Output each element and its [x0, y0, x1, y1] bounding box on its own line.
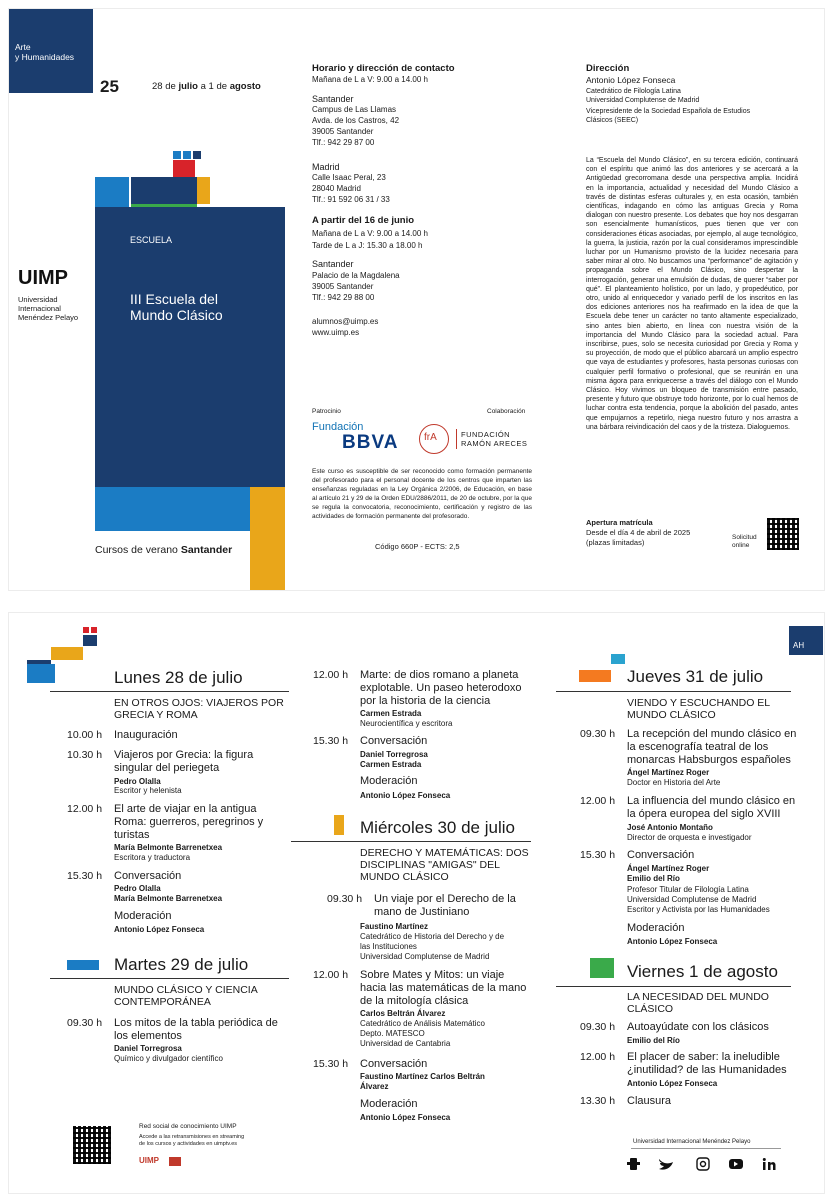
session-title: Autoayúdate con los clásicos [627, 1021, 769, 1033]
session-time: 09.30 h [327, 893, 363, 905]
day-heading-miercoles: Miércoles 30 de julio [360, 818, 515, 837]
session-time: 10.30 h [67, 749, 103, 761]
fra-name-line-1: FUNDACIÓN [461, 430, 511, 439]
deco-block [27, 664, 55, 683]
santander-address-line: Avda. de los Castros, 42 [312, 116, 400, 125]
speaker-role: Profesor Titular de Filología Latina [627, 885, 749, 894]
session-title: Inauguración [114, 729, 178, 741]
speaker-name: Antonio López Fonseca [627, 937, 718, 946]
speaker-name: Daniel Torregrosa [360, 750, 428, 759]
deco-block [250, 487, 285, 591]
deco-block [95, 177, 129, 207]
from-hours-line: Tarde de L a J: 15.30 a 18.00 h [312, 241, 423, 250]
fundacion-bbva-label: Fundación [312, 421, 364, 433]
qr-code-uimptv[interactable] [73, 1126, 111, 1164]
speaker-role: Químico y divulgador científico [114, 1054, 223, 1063]
uimp-name-line-3: Menéndez Pelayo [18, 313, 79, 322]
session-title: Moderación [360, 1098, 418, 1110]
day-rule [291, 841, 531, 842]
social-icons [627, 1157, 787, 1171]
course-title-block [95, 207, 285, 487]
session-title: Moderación [360, 775, 418, 787]
speaker-role: Universidad Complutense de Madrid [627, 895, 757, 904]
santander-phone: Tlf.: 942 29 87 00 [312, 138, 375, 147]
session-time: 12.00 h [313, 669, 349, 681]
session-title: Moderación [627, 922, 685, 934]
course-title-line-1: III Escuela del [130, 291, 218, 307]
session-title: Conversación [114, 870, 182, 882]
session-title: Un viaje por el Derecho de la mano de Justiniano [374, 893, 516, 918]
tv-icon [169, 1157, 181, 1166]
twitter-icon[interactable] [659, 1159, 673, 1170]
session-time: 12.00 h [580, 1051, 616, 1063]
santander2-address-line: 39005 Santander [312, 282, 374, 291]
fra-name-line-2: RAMÓN ARECES [461, 439, 528, 448]
session-title: La influencia del mundo clásico en la ópera europea del siglo XVIII [627, 795, 796, 820]
course-title-line-2: Mundo Clásico [130, 307, 223, 323]
day-theme-lunes: EN OTROS OJOS: VIAJEROS POR GRECIA Y ROMA [114, 697, 284, 721]
contact-heading: Horario y dirección de contacto [312, 63, 455, 74]
session-title: Viajeros por Grecia: la figura singular del periegeta [114, 749, 254, 774]
from-date-heading: A partir del 16 de junio [312, 215, 415, 226]
santander2-phone: Tlf.: 942 29 88 00 [312, 293, 375, 302]
cursos-verano: Cursos de verano Santander [95, 544, 233, 556]
speaker-name: Daniel Torregrosa [114, 1044, 182, 1053]
course-code: Código 660P - ECTS: 2,5 [375, 542, 460, 551]
speaker-role: Director de orquesta e investigador [627, 833, 752, 842]
session-time: 12.00 h [67, 803, 103, 815]
speaker-role: Depto. MATESCO [360, 1029, 425, 1038]
uimp-name-line-1: Universidad [18, 295, 58, 304]
santander-address-line: 39005 Santander [312, 127, 374, 136]
speaker-name: María Belmonte Barrenetxea [114, 843, 223, 852]
speaker-name: Antonio López Fonseca [360, 791, 451, 800]
legal-notice: Este curso es susceptible de ser reconocido como formación permanente del profesorado para el personal docente de los centros que imparten las enseñanzas reguladas en la Ley Orgánica 2/2006, de Educación, en base al artículo 21 y 29 de la Orden EDU/2886/2011, de 20 de octubre, por la que se regula la convocatoria, reconocimiento, certificación y registro de las actividades de formación permanente del profesorado. [312, 468, 532, 520]
speaker-role: Universidad Complutense de Madrid [360, 952, 490, 961]
course-description: La “Escuela del Mundo Clásico”, en su tercera edición, continuará con el espíritu que animó las dos anteriores y se acercará a la Antigüedad grecorromana desde una perspectiva amplia. Incidirá en la importancia, actualidad y necesidad del Mundo Clásico a través de distintas esferas culturales y, en esta ocasión, también científicas, indagando en cómo las antiguas Grecia y Roma dialogan con nuestro presente. Los debates que hoy nos desgarran son esencialmente humanísticos, pues tienen que ver con consideraciones éticas asociadas, por ejemplo, al auge tecnológico, la guerra, la justicia, razón por la cual consideramos imprescindible luchar por un Humanismo provisto de la lucidez necesaria para saber mirar al otro. No buscamos una “performance” de agitación y propaganda sobre el Mundo Clásico, sino despertar la interrogación, generar una emulsión de dudas, de querer “saber por qué”. El planteamiento holístico, por un lado, y propedéutico, por otro, unido al enriquecedor y variado perfil de los inscritos en las dos ediciones anteriores nos ha reafirmado en la idea de que la Escuela debe tener un carácter no tanto altamente especializado, sino antes bien abierto, en línea con nuestra visión de la importancia del Mundo Clásico para la sociedad actual. Para inscribirse, pues, solo se necesita curiosidad por Grecia y Roma y su proyección, de modo que el público abarcará un amplio espectro que vaya de estudiantes y profesores, hasta personas curiosas con cualquier perfil formativo o profesional, que se reunirán en una misma ágora para enriquecerse a través del diálogo con el Mundo Clásico. Hoy vivimos un bloqueo de transmisión entre pasado, presente y futuro que obstruye todo horizonte, por lo cual hemos de luchar contra esta tendencia, porque la abolición del pasado, antes que empujarnos a repetirlo, niega nuestro futuro y nos arrastra a una bárbara reivindicación del caos y de la tristeza. Dialoguemos. [586, 157, 798, 431]
speaker-name: José Antonio Montaño [627, 823, 713, 832]
speaker-name: Pedro Olalla [114, 884, 161, 893]
director-role-line: Vicepresidente de la Sociedad Española de Estudios [586, 108, 751, 115]
speaker-role: Universidad de Cantabria [360, 1039, 451, 1048]
session-time: 09.30 h [580, 728, 616, 740]
speaker-name: Carmen Estrada [360, 760, 422, 769]
speaker-name: Carmen Estrada [360, 709, 422, 718]
brochure-program-page [8, 612, 825, 1194]
category-box [9, 9, 93, 93]
contact-email[interactable]: alumnos@uimp.es [312, 317, 379, 326]
day-rule [556, 986, 791, 987]
fra-divider [456, 429, 457, 449]
session-time: 12.00 h [313, 969, 349, 981]
session-time: 10.00 h [67, 729, 103, 741]
session-time: 13.30 h [580, 1095, 616, 1107]
session-title: Sobre Mates y Mitos: un viaje hacia las matemáticas de la mano de la mitología clásica [360, 969, 527, 1007]
speaker-role: las Instituciones [360, 942, 417, 951]
solicitud-label-2: online [732, 542, 750, 549]
santander-heading: Santander [312, 94, 354, 104]
session-title: Conversación [360, 735, 428, 747]
session-title: El arte de viajar en la antigua Roma: guerreros, peregrinos y turistas [114, 803, 264, 841]
speaker-name: Emilio del Río [627, 874, 680, 883]
apertura-heading: Apertura matrícula [586, 518, 653, 527]
santander-address-line: Campus de Las Llamas [312, 105, 397, 114]
speaker-role: Catedrático de Historia del Derecho y de [360, 932, 505, 941]
colaboracion-label: Colaboración [487, 408, 526, 415]
session-time: 15.30 h [313, 1058, 349, 1070]
red-social-line: de los cursos y actividades en uimptv.es [139, 1141, 238, 1147]
speaker-name: Antonio López Fonseca [627, 1079, 718, 1088]
day-heading-martes: Martes 29 de julio [114, 955, 249, 974]
deco-square [173, 151, 181, 159]
day-rule [50, 691, 289, 692]
session-time: 15.30 h [67, 870, 103, 882]
speaker-role: Escritora y traductora [114, 853, 191, 862]
red-social-line: Accede a las retransmisiones en streaming [139, 1134, 245, 1140]
session-time: 09.30 h [67, 1017, 103, 1029]
deco-block [197, 177, 210, 204]
ah-label: AH [793, 641, 805, 650]
uimptv-logo: UIMP [139, 1156, 159, 1165]
day-heading-lunes: Lunes 28 de julio [114, 668, 243, 687]
course-dates: 28 de julio a 1 de agosto [152, 81, 261, 92]
from-hours-line: Mañana de L a V: 9.00 a 14.00 h [312, 229, 428, 238]
deco-block [95, 487, 250, 531]
day-marker [590, 958, 614, 978]
session-title: El placer de saber: la ineludible ¿inutilidad? de las Humanidades [627, 1051, 787, 1076]
director-name: Antonio López Fonseca [586, 75, 676, 85]
direccion-heading: Dirección [586, 63, 630, 74]
youtube-icon[interactable] [729, 1159, 743, 1169]
madrid-heading: Madrid [312, 162, 340, 172]
session-time: 12.00 h [580, 795, 616, 807]
speaker-name: Carlos Beltrán Álvarez [360, 1009, 446, 1018]
speaker-name: Álvarez [360, 1082, 389, 1091]
day-theme-miercoles: DERECHO Y MATEMÁTICAS: DOS DISCIPLINAS "AMIGAS" DEL MUNDO CLÁSICO [360, 847, 529, 883]
director-role-line: Universidad Complutense de Madrid [586, 97, 700, 104]
day-theme-viernes: LA NECESIDAD DEL MUNDO CLÁSICO [627, 991, 769, 1015]
speaker-name: Antonio López Fonseca [114, 925, 205, 934]
speaker-name: Ángel Martínez Roger [627, 864, 710, 873]
session-time: 15.30 h [580, 849, 616, 861]
brochure-cover-page [8, 8, 825, 591]
patrocinio-label: Patrocinio [312, 408, 341, 415]
session-title: Los mitos de la tabla periódica de los elementos [114, 1017, 278, 1042]
speaker-role: Escritor y helenista [114, 786, 182, 795]
uimp-logo: UIMP [18, 267, 68, 289]
footer-rule [631, 1148, 781, 1149]
deco-square [611, 654, 625, 664]
speaker-name: Faustino Martínez Carlos Beltrán [360, 1072, 485, 1081]
santander2-heading: Santander [312, 259, 354, 269]
footer-university: Universidad Internacional Menéndez Pelayo [633, 1139, 751, 1145]
deco-block [51, 647, 83, 660]
session-title: La recepción del mundo clásico en la escenografía teatral de los monarcas Habsburgos españoles [627, 728, 797, 766]
speaker-name: Emilio del Río [627, 1036, 680, 1045]
session-title: Conversación [360, 1058, 428, 1070]
day-rule [50, 978, 289, 979]
bbva-logo: BBVA [342, 432, 399, 453]
category-line-2: y Humanidades [15, 52, 75, 62]
apertura-line: (plazas limitadas) [586, 538, 645, 547]
deco-square [91, 627, 97, 633]
red-social-heading: Red social de conocimiento UIMP [139, 1123, 237, 1130]
madrid-phone: Tlf.: 91 592 06 31 / 33 [312, 195, 390, 204]
uimp-name-line-2: Internacional [18, 304, 61, 313]
contact-hours: Mañana de L a V: 9.00 a 14.00 h [312, 75, 428, 84]
instagram-icon[interactable] [697, 1158, 709, 1170]
director-role-line: Clásicos (SEEC) [586, 117, 639, 124]
santander2-address-line: Palacio de la Magdalena [312, 271, 400, 280]
speaker-role: Escritor y Activista por las Humanidades [627, 905, 770, 914]
category-line-1: Arte [15, 42, 31, 52]
day-marker [334, 815, 344, 835]
deco-block [131, 177, 197, 204]
deco-square [183, 151, 191, 159]
contact-web[interactable]: www.uimp.es [312, 328, 360, 337]
deco-square [83, 627, 89, 633]
facebook-icon[interactable] [627, 1158, 640, 1170]
fra-logo-circle [419, 424, 449, 454]
day-marker [579, 670, 611, 682]
day-rule [556, 691, 791, 692]
day-heading-jueves: Jueves 31 de julio [627, 667, 764, 686]
deco-square [83, 635, 97, 646]
speaker-name: Pedro Olalla [114, 777, 161, 786]
director-role-line: Catedrático de Filología Latina [586, 88, 681, 95]
deco-square [173, 160, 195, 177]
escuela-label: ESCUELA [130, 235, 173, 245]
session-title: Conversación [627, 849, 695, 861]
day-heading-viernes: Viernes 1 de agosto [627, 962, 778, 981]
session-title: Marte: de dios romano a planeta explotable. Un paseo heterodoxo por la historia de la ciencia [360, 669, 522, 707]
session-time: 09.30 h [580, 1021, 616, 1033]
ah-badge [789, 626, 823, 655]
apertura-line: Desde el día 4 de abril de 2025 [586, 528, 691, 537]
course-number: 25 [100, 77, 119, 96]
speaker-role: Catedrático de Análisis Matemático [360, 1019, 485, 1028]
madrid-address-line: 28040 Madrid [312, 184, 361, 193]
qr-code-solicitud[interactable] [767, 518, 799, 550]
session-title: Moderación [114, 910, 172, 922]
speaker-name: Antonio López Fonseca [360, 1113, 451, 1122]
speaker-role: Neurocientífica y escritora [360, 719, 453, 728]
speaker-name: María Belmonte Barrenetxea [114, 894, 223, 903]
day-marker [67, 960, 99, 970]
speaker-name: Faustino Martínez [360, 922, 429, 931]
day-theme-martes: MUNDO CLÁSICO Y CIENCIA CONTEMPORÁNEA [114, 984, 258, 1008]
session-title: Clausura [627, 1095, 672, 1107]
linkedin-icon[interactable] [763, 1158, 776, 1170]
deco-square [193, 151, 201, 159]
solicitud-label: Solicitud [732, 534, 757, 541]
speaker-name: Ángel Martínez Roger [627, 768, 710, 777]
day-theme-jueves: VIENDO Y ESCUCHANDO EL MUNDO CLÁSICO [627, 697, 770, 721]
madrid-address-line: Calle Isaac Peral, 23 [312, 173, 386, 182]
session-time: 15.30 h [313, 735, 349, 747]
speaker-role: Doctor en Historia del Arte [627, 778, 721, 787]
fra-logo-text: frA [424, 432, 437, 443]
